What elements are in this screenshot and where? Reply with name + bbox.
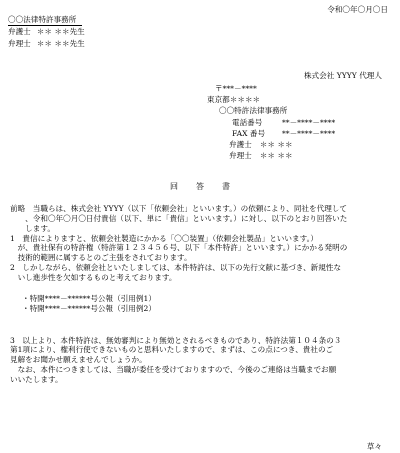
sender-title-1: 弁護士 — [229, 139, 252, 149]
recipient-title-2: 弁理士 — [8, 39, 31, 48]
preamble-line-3: します。 — [10, 223, 55, 233]
recipient-firm: 〇〇法律特許事務所 — [8, 15, 82, 26]
tel-value: **－****－**** — [282, 117, 336, 127]
preamble-line-2: 、令和〇年〇月〇日付貴信（以下、単に「貴信」といいます。）に対し、以下のとおり回答いた — [10, 213, 348, 223]
p3-line-4: なお、本件につきましては、当職が委任を受けておりますので、今後のご連絡は当職までお願 — [10, 365, 337, 375]
letter-date: 令和〇年〇月〇日 — [327, 5, 388, 14]
p1-line-3: 技術的範囲に属するとのご主張をされております。 — [10, 253, 192, 263]
recipient-lawyer-2 — [8, 39, 85, 51]
sender-lawyer-1 — [229, 140, 335, 151]
p3-line-5: いいたします。 — [10, 375, 63, 385]
sender-address: 東京都＊＊＊＊ — [207, 95, 261, 105]
reference-2: ・特開****－******号公報（引用例2） — [22, 303, 156, 313]
tel-label: 電話番号 — [232, 117, 263, 127]
recipient-block — [8, 15, 85, 51]
recipient-lawyer-1 — [8, 27, 85, 39]
recipient-name-2: ＊＊ ＊＊先生 — [36, 39, 85, 48]
sender-tel — [232, 118, 335, 129]
sender-title-2: 弁理士 — [229, 151, 252, 161]
p1-line-2: が、貴社保有の特許権（特許第１２３４５６号、以下「本件特許」といいます。）にかかる発明の — [10, 243, 348, 253]
closing-word: 草々 — [366, 442, 382, 451]
p1-line-1: 1 貴信によりますと、依頼会社製造にかかる「〇〇装置」（依頼会社製品」といいます。） — [10, 233, 318, 243]
p3-line-3: 見解をお聞かせ願えませんでしょうか。 — [10, 355, 147, 365]
sender-name-2: ＊＊ ＊＊ — [259, 151, 293, 161]
letter-body — [10, 204, 394, 385]
sender-fax — [232, 129, 335, 140]
agent-company: 株式会社 YYYY 代理人 — [303, 71, 382, 80]
p3-line-1: 3 以上より、本件特許は、無効審判により無効とされるべきものであり、特許法第１０４条の３ — [10, 335, 342, 345]
reference-1: ・特開****－******号公報（引用例1） — [22, 293, 156, 303]
fax-value: **－****－**** — [282, 128, 336, 138]
p3-line-2: 第1項により、権利行使できないものと思料いたしますので、まずは、この点につき、貴社のご — [10, 345, 334, 355]
recipient-name-1: ＊＊ ＊＊先生 — [36, 27, 85, 36]
sender-postal: 〒***－**** — [215, 84, 257, 93]
p2-line-2: いし進歩性を欠如するものと考えております。 — [10, 273, 177, 283]
sender-firm: 〇〇特許法律事務所 — [219, 106, 288, 116]
recipient-title-1: 弁護士 — [8, 27, 31, 36]
preamble-line-1: 前略 当職らは、株式会社 YYYY（以下「依頼会社」といいます。）の依頼により、同社を代理して — [10, 204, 347, 213]
sender-lawyer-2 — [229, 151, 335, 162]
p2-line-1: 2 しかしながら、依頼会社といたしましては、本件特許は、以下の先行文献に基づき、新規性な — [10, 263, 342, 273]
sender-block — [207, 84, 335, 162]
reference-list — [22, 294, 394, 314]
fax-label: FAX 番号 — [232, 128, 266, 138]
sender-name-1: ＊＊ ＊＊ — [259, 139, 293, 149]
document-title: 回答書 — [170, 182, 248, 191]
